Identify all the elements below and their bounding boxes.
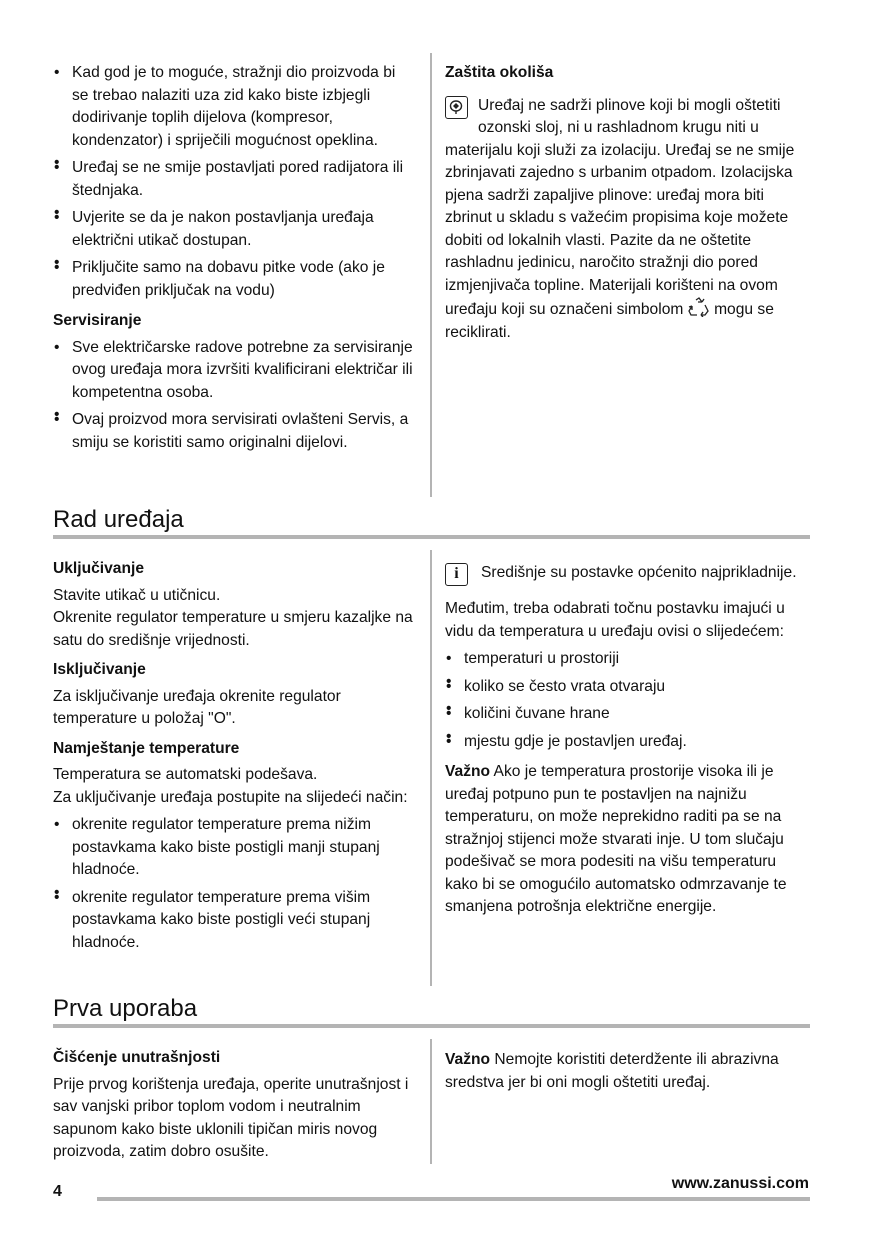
important-label: Važno (445, 763, 491, 780)
switch-off-text: Za isključivanje uređaja okrenite regulator temperature u položaj "O". (53, 687, 341, 727)
list-item: • Priključite samo na dobavu pitke vode (ako je predviđen priključak na vodu) (53, 257, 415, 302)
section-title-operation: Rad uređaja (53, 506, 184, 533)
servis-bullet-list (53, 337, 415, 455)
list-item: • Uvjerite se da je nakon postavljanja uređaja električni utikač dostupan. (53, 207, 415, 252)
factors-bullet-list (445, 648, 808, 753)
list-item: • količini čuvane hrane (445, 703, 808, 726)
info-note: Središnje su postavke općenito najprikladnije. (481, 564, 797, 581)
first-use-right-column (445, 1049, 800, 1094)
list-item: • Kad god je to moguće, stražnji dio proizvoda bi se trebao nalaziti uza zid kako biste izbjegli dodirivanje toplih dijelova (kompresor, kondenzator) i spriječili mogućnost opeklina. (53, 62, 415, 152)
environment-text: Uređaj ne sadrži plinove koji bi mogli oštetiti ozonski sloj, ni u rashladnom krugu niti u materijalu koji služi za izolaciju. Uređaj se ne smije zbrinjavati zajedno s urbanim otpadom. Izolacijska pjena sadrži zapaljive plinove: uređaj mora biti zbrinut u skladu s važećim propisima koje možete dobiti od lokalnih vlasti. Pazite da ne oštetite rashladnu jedinicu, naročito stražnji dio pored izmjenjivača topline. Materijali korišteni na ovom uređaju koji su označeni simbolom (445, 96, 795, 318)
environment-text-end: mogu se reciklirati. (445, 301, 774, 341)
important-text-2: Nemojte koristiti deterdžente ili abrazivna sredstva jer bi oni mogli oštetiti uređaj. (445, 1051, 779, 1091)
section-rule (53, 535, 810, 539)
cleaning-heading: Čišćenje unutrašnjosti (53, 1049, 221, 1066)
list-item: • koliko se često vrata otvaraju (445, 676, 808, 699)
column-divider (430, 1039, 432, 1164)
list-item: • Uređaj se ne smije postavljati pored radijatora ili štednjaka. (53, 157, 415, 202)
section-title-first-use: Prva uporaba (53, 995, 198, 1022)
temperature-text-2: Za uključivanje uređaja postupite na slijedeći način: (53, 788, 408, 806)
top-right-column (445, 62, 808, 344)
temperature-heading: Namještanje temperature (53, 739, 240, 757)
environment-heading: Zaštita okoliša (445, 64, 554, 81)
environment-icon (445, 96, 468, 119)
list-item: • okrenite regulator temperature prema višim postavkama kako biste postigli veći stupanj hladnoće. (53, 887, 415, 955)
first-use-left-column (53, 1047, 415, 1164)
column-divider (430, 550, 432, 986)
operation-right-column (445, 562, 808, 919)
list-item: • Ovaj proizvod mora servisirati ovlašteni Servis, a smiju se koristiti samo originalni dijelovi. (53, 409, 415, 454)
temperature-text-1: Temperatura se automatski podešava. (53, 766, 318, 783)
recycle-icon (688, 297, 710, 317)
servis-heading: Servisiranje (53, 312, 142, 329)
page-number: 4 (53, 1183, 62, 1200)
switch-on-heading: Uključivanje (53, 560, 145, 577)
temperature-bullet-list (53, 814, 415, 954)
important-label-2: Važno (445, 1051, 491, 1068)
switch-on-text-2: Okrenite regulator temperature u smjeru kazaljke na satu do središnje vrijednosti. (53, 609, 413, 649)
footer-rule (97, 1197, 810, 1201)
safety-bullet-list (53, 62, 415, 302)
section-rule (53, 1024, 810, 1028)
list-item: • mjestu gdje je postavljen uređaj. (445, 731, 808, 754)
list-item: • Sve električarske radove potrebne za servisiranje ovog uređaja mora izvršiti kvalificirani električar ili kompetentna osoba. (53, 337, 415, 405)
switch-on-text-1: Stavite utikač u utičnicu. (53, 586, 221, 604)
list-item: • okrenite regulator temperature prema nižim postavkama kako biste postigli manji stupanj hladnoće. (53, 814, 415, 882)
website-url: www.zanussi.com (671, 1175, 809, 1192)
operation-left-column (53, 558, 415, 954)
column-divider (430, 53, 432, 497)
cleaning-text: Prije prvog korištenja uređaja, operite unutrašnjost i sav vanjski pribor toplom vodom i neutralnim sapunom kako biste uklonili tipičan miris novog proizvoda, zatim dobro osušite. (53, 1075, 409, 1160)
switch-off-heading: Isključivanje (53, 661, 146, 678)
settings-intro: Međutim, treba odabrati točnu postavku imajući u vidu da temperatura u uređaju ovisi o slijedećem: (445, 600, 785, 640)
important-text: Ako je temperatura prostorije visoka ili je uređaj potpuno pun te postavljen na najnižu temperaturu, on može neprekidno raditi pa se na stražnjoj stijenci može stvarati inje. U tom slučaju podešivač se mora podesiti na višu temperaturu kako bi se omogućilo automatsko odmrzavanje te smanjena potrošnja električne energije. (445, 763, 787, 915)
list-item: • temperaturi u prostoriji (445, 648, 808, 671)
important-note (445, 761, 808, 919)
top-left-column (53, 62, 415, 454)
info-icon: i (445, 563, 468, 586)
important-note-2 (445, 1049, 800, 1094)
